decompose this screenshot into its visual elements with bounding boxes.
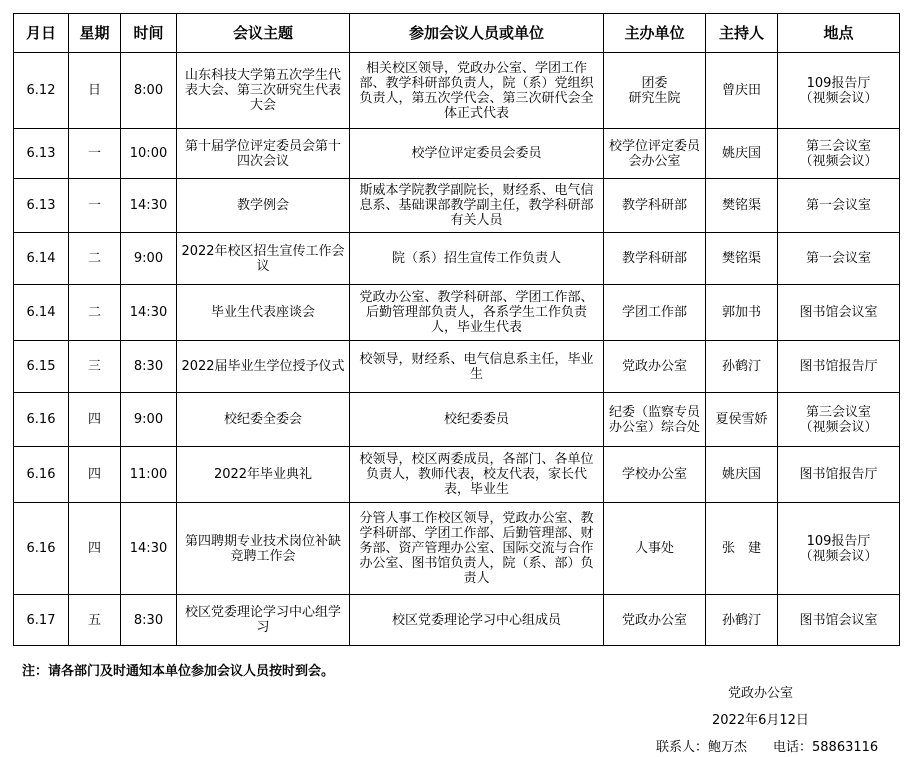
cell-topic: 第四聘期专业技术岗位补缺竞聘工作会 bbox=[177, 503, 350, 595]
cell-attendees: 党政办公室、教学科研部、学团工作部、后勤管理部负责人，各系学生工作负责人，毕业生代表 bbox=[350, 285, 604, 341]
cell-date: 6.14 bbox=[14, 233, 69, 285]
cell-location: 图书馆会议室 bbox=[778, 595, 900, 646]
cell-weekday: 四 bbox=[69, 447, 121, 503]
cell-topic: 校纪委全委会 bbox=[177, 393, 350, 447]
cell-location: 第三会议室 （视频会议） bbox=[778, 393, 900, 447]
cell-organizer: 人事处 bbox=[604, 503, 706, 595]
header-location: 地点 bbox=[778, 14, 900, 53]
cell-host: 曾庆田 bbox=[706, 53, 778, 129]
table-row bbox=[14, 53, 900, 129]
contact-info: 联系人：鲍万杰 电话：58863116 bbox=[656, 740, 879, 755]
cell-date: 6.14 bbox=[14, 285, 69, 341]
cell-location: 图书馆报告厅 bbox=[778, 341, 900, 393]
cell-weekday: 五 bbox=[69, 595, 121, 646]
cell-organizer: 团委 研究生院 bbox=[604, 53, 706, 129]
cell-date: 6.16 bbox=[14, 393, 69, 447]
cell-topic: 第十届学位评定委员会第十四次会议 bbox=[177, 129, 350, 179]
cell-organizer: 教学科研部 bbox=[604, 233, 706, 285]
cell-location: 图书馆报告厅 bbox=[778, 447, 900, 503]
cell-topic: 山东科技大学第五次学生代表大会、第三次研究生代表大会 bbox=[177, 53, 350, 129]
cell-weekday: 三 bbox=[69, 341, 121, 393]
cell-attendees: 分管人事工作校区领导，党政办公室、教学科研部、学团工作部、后勤管理部、财务部、资产管理办公室、国际交流与合作办公室、图书馆负责人，院（系、部）负责人 bbox=[350, 503, 604, 595]
cell-host: 夏侯雪娇 bbox=[706, 393, 778, 447]
cell-time: 8:30 bbox=[121, 341, 177, 393]
cell-attendees: 校学位评定委员会委员 bbox=[350, 129, 604, 179]
table-row bbox=[14, 503, 900, 595]
cell-host: 孙鹤汀 bbox=[706, 595, 778, 646]
cell-time: 8:30 bbox=[121, 595, 177, 646]
cell-location: 第三会议室 （视频会议） bbox=[778, 129, 900, 179]
cell-attendees: 校领导，校区两委成员，各部门、各单位负责人，教师代表，校友代表，家长代表，毕业生 bbox=[350, 447, 604, 503]
table-row bbox=[14, 179, 900, 233]
cell-organizer: 校学位评定委员会办公室 bbox=[604, 129, 706, 179]
cell-attendees: 校区党委理论学习中心组成员 bbox=[350, 595, 604, 646]
issuing-office: 党政办公室 bbox=[728, 686, 794, 701]
cell-date: 6.16 bbox=[14, 503, 69, 595]
cell-location: 图书馆会议室 bbox=[778, 285, 900, 341]
cell-attendees: 校领导，财经系、电气信息系主任，毕业生 bbox=[350, 341, 604, 393]
cell-organizer: 教学科研部 bbox=[604, 179, 706, 233]
cell-weekday: 二 bbox=[69, 233, 121, 285]
cell-topic: 2022年毕业典礼 bbox=[177, 447, 350, 503]
cell-date: 6.13 bbox=[14, 129, 69, 179]
header-weekday: 星期 bbox=[69, 14, 121, 53]
cell-time: 9:00 bbox=[121, 233, 177, 285]
cell-weekday: 四 bbox=[69, 393, 121, 447]
cell-topic: 2022年校区招生宣传工作会议 bbox=[177, 233, 350, 285]
cell-location: 第一会议室 bbox=[778, 179, 900, 233]
issue-date: 2022年6月12日 bbox=[712, 713, 809, 728]
cell-host: 姚庆国 bbox=[706, 447, 778, 503]
cell-weekday: 一 bbox=[69, 129, 121, 179]
cell-time: 14:30 bbox=[121, 179, 177, 233]
table-row bbox=[14, 285, 900, 341]
cell-topic: 教学例会 bbox=[177, 179, 350, 233]
cell-organizer: 学校办公室 bbox=[604, 447, 706, 503]
cell-weekday: 二 bbox=[69, 285, 121, 341]
cell-time: 8:00 bbox=[121, 53, 177, 129]
cell-location: 109报告厅 （视频会议） bbox=[778, 53, 900, 129]
header-date: 月日 bbox=[14, 14, 69, 53]
header-attendees: 参加会议人员或单位 bbox=[350, 14, 604, 53]
cell-attendees: 斯威本学院教学副院长，财经系、电气信息系、基础课部教学副主任，教学科研部有关人员 bbox=[350, 179, 604, 233]
cell-attendees: 院（系）招生宣传工作负责人 bbox=[350, 233, 604, 285]
cell-attendees: 相关校区领导，党政办公室、学团工作部、教学科研部负责人，院（系）党组织负责人，第五次学代会、第三次研代会全体正式代表 bbox=[350, 53, 604, 129]
cell-weekday: 一 bbox=[69, 179, 121, 233]
cell-attendees: 校纪委委员 bbox=[350, 393, 604, 447]
cell-time: 10:00 bbox=[121, 129, 177, 179]
header-host: 主持人 bbox=[706, 14, 778, 53]
table-row bbox=[14, 341, 900, 393]
cell-date: 6.13 bbox=[14, 179, 69, 233]
cell-host: 樊铭渠 bbox=[706, 179, 778, 233]
cell-host: 郭加书 bbox=[706, 285, 778, 341]
cell-organizer: 纪委（监察专员办公室）综合处 bbox=[604, 393, 706, 447]
cell-location: 第一会议室 bbox=[778, 233, 900, 285]
table-row bbox=[14, 129, 900, 179]
table-row bbox=[14, 595, 900, 646]
table-row bbox=[14, 447, 900, 503]
cell-host: 姚庆国 bbox=[706, 129, 778, 179]
cell-topic: 2022届毕业生学位授予仪式 bbox=[177, 341, 350, 393]
header-row bbox=[14, 14, 900, 53]
cell-time: 14:30 bbox=[121, 285, 177, 341]
meeting-schedule-table bbox=[13, 13, 900, 646]
cell-host: 张 建 bbox=[706, 503, 778, 595]
cell-host: 孙鹤汀 bbox=[706, 341, 778, 393]
cell-time: 9:00 bbox=[121, 393, 177, 447]
cell-host: 樊铭渠 bbox=[706, 233, 778, 285]
cell-date: 6.17 bbox=[14, 595, 69, 646]
cell-weekday: 日 bbox=[69, 53, 121, 129]
cell-time: 14:30 bbox=[121, 503, 177, 595]
table-row bbox=[14, 233, 900, 285]
header-time: 时间 bbox=[121, 14, 177, 53]
cell-date: 6.16 bbox=[14, 447, 69, 503]
header-organizer: 主办单位 bbox=[604, 14, 706, 53]
cell-topic: 毕业生代表座谈会 bbox=[177, 285, 350, 341]
cell-time: 11:00 bbox=[121, 447, 177, 503]
header-topic: 会议主题 bbox=[177, 14, 350, 53]
cell-date: 6.12 bbox=[14, 53, 69, 129]
cell-date: 6.15 bbox=[14, 341, 69, 393]
table-row bbox=[14, 393, 900, 447]
cell-organizer: 党政办公室 bbox=[604, 595, 706, 646]
cell-weekday: 四 bbox=[69, 503, 121, 595]
cell-topic: 校区党委理论学习中心组学习 bbox=[177, 595, 350, 646]
cell-organizer: 学团工作部 bbox=[604, 285, 706, 341]
cell-organizer: 党政办公室 bbox=[604, 341, 706, 393]
footer-note: 注：请各部门及时通知本单位参加会议人员按时到会。 bbox=[22, 664, 335, 679]
cell-location: 109报告厅 （视频会议） bbox=[778, 503, 900, 595]
